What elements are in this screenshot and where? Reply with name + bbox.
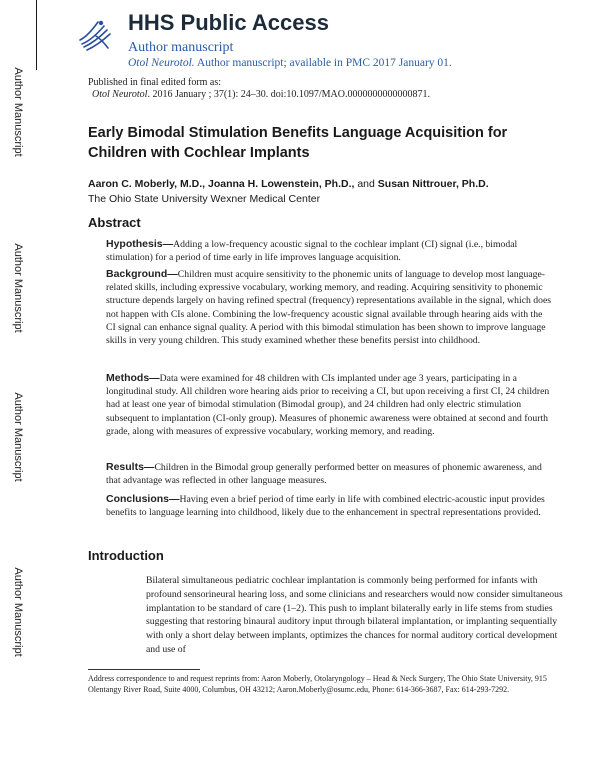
abstract-heading: Abstract	[88, 215, 141, 230]
abstract-methods	[106, 372, 554, 438]
author-list	[88, 178, 489, 190]
section-label: Methods—	[106, 372, 160, 384]
footnote-rule	[88, 669, 200, 670]
publication-line1: Published in final edited form as:	[88, 77, 222, 88]
section-label: Results—	[106, 461, 155, 473]
section-text: Children in the Bimodal group generally performed better on measures of phonemic awareness, and that advantage was reflected in other language measures.	[106, 462, 542, 487]
section-text: Having even a brief period of time early in life with combined electric-acoustic input provides benefits to language learning into childhood, likely due to the enhancement in spectral representations provided.	[106, 494, 545, 519]
publication-line2	[88, 89, 430, 101]
header-citation	[128, 57, 452, 69]
sidebar: Author Manuscript Author Manuscript Author Manuscript Author Manuscript	[12, 67, 24, 657]
abstract-results	[106, 461, 554, 487]
section-text: Children must acquire sensitivity to the phonemic units of language to develop most language-related skills, including expressive vocabulary, working memory, and reading. Acquiring sensitivity to phonemic structure depends largely on having refined spectral (frequency) representations available in the signal, which does not happen with CIs alone. Combining the low-frequency acoustic signal available through hearing aids with the CI signal can enhance signal quality. A period with this bimodal stimulation has been shown to improve language skills in very young children. This study examined whether these benefits persist into childhood.	[106, 269, 552, 347]
abstract-conclusions	[106, 493, 554, 519]
header-divider	[36, 0, 37, 70]
section-label: Conclusions—	[106, 493, 180, 505]
introduction-text: Bilateral simultaneous pediatric cochlear implantation is commonly being performed for infants with profound sensorineural hearing loss, and some clinicians and researchers would now consider simultaneous implantation to be standard of care (1–2). This push to implant bilaterally early in life stems from studies suggesting that restoring binaural auditory input through bilateral implantation, or implanting sequentially with only a short delay between implants, optimizes the chances for normal auditory cortical development and use of	[146, 575, 563, 655]
section-text: Data were examined for 48 children with CIs implanted under age 3 years, participating in a longitudinal study. All children wore hearing aids prior to receiving a CI, but upon receiving a first CI, 24 children had at least one year of bimodal stimulation (Bimodal group), and 24 children had only electric stimulation subsequent to implantation (CI-only group). Measures of phonemic awareness were obtained at second and fourth grade, along with measures of expressive vocabulary, working memory, and reading.	[106, 373, 550, 437]
article-title: Early Bimodal Stimulation Benefits Language Acquisition for Children with Cochlear Implants	[88, 125, 508, 161]
publication-info	[88, 77, 430, 101]
hhs-eagle-logo-icon	[74, 14, 114, 54]
footnote: Address correspondence to and request reprints from: Aaron Moberly, Otolaryngology – Head & Neck Surgery, The Ohio State University, 915 Olentangy River Road, Suite 4000, Columbus, OH 43212; Aaron.Moberly@osumc.edu, Phone: 614-366-3687, Fax: 614-293-7292.	[88, 674, 547, 694]
abstract-background	[106, 268, 554, 347]
header-title: HHS Public Access	[128, 10, 329, 35]
publication-journal: Otol Neurotol	[92, 89, 148, 100]
authors-1: Aaron C. Moberly, M.D., Joanna H. Lowenstein, Ph.D.,	[88, 178, 355, 190]
section-label: Hypothesis—	[106, 238, 174, 250]
authors-and: and	[354, 178, 378, 190]
citation-journal: Otol Neurotol.	[128, 57, 195, 69]
header-subtitle: Author manuscript	[128, 40, 234, 55]
introduction-heading: Introduction	[88, 548, 164, 563]
publication-details: . 2016 January ; 37(1): 24–30. doi:10.1097/MAO.0000000000000871.	[147, 89, 430, 100]
section-label: Background—	[106, 268, 178, 280]
affiliation: The Ohio State University Wexner Medical Center	[88, 193, 321, 205]
abstract-hypothesis	[106, 238, 554, 264]
authors-2: Susan Nittrouer, Ph.D.	[377, 178, 489, 190]
section-text: Adding a low-frequency acoustic signal to the cochlear implant (CI) signal (i.e., bimodal stimulation) for a period of time early in life improves language acquisition.	[106, 239, 518, 264]
citation-availability: Author manuscript; available in PMC 2017 January 01.	[196, 57, 452, 69]
